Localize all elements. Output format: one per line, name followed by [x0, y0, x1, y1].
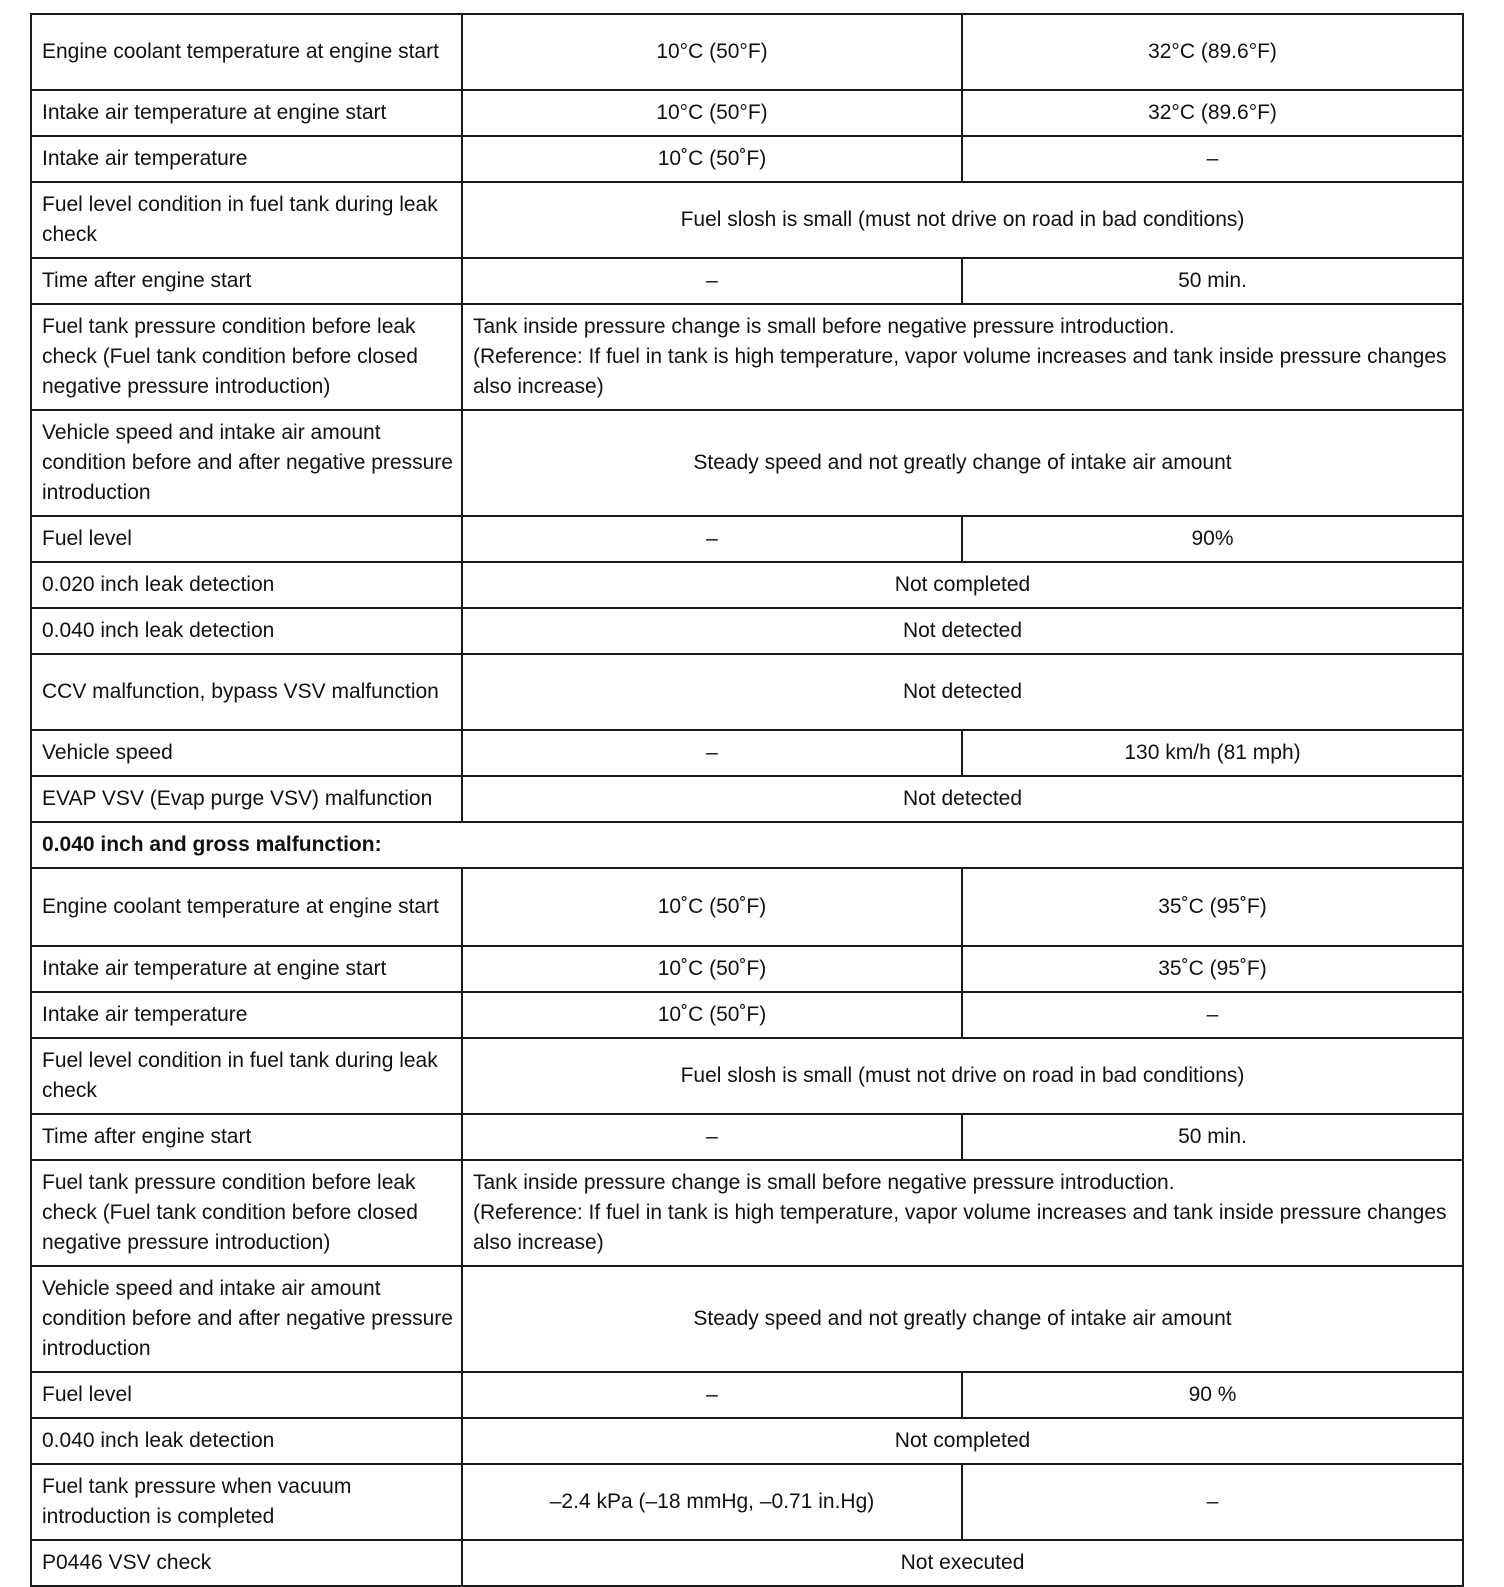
condition-max-value: 50 min.: [962, 258, 1463, 304]
table-row: [31, 1464, 1463, 1540]
condition-max-value: 35˚C (95˚F): [962, 868, 1463, 946]
condition-value: Not executed: [462, 1540, 1463, 1586]
table-row: [31, 1418, 1463, 1464]
table-row: [31, 946, 1463, 992]
condition-min-value: 10˚C (50˚F): [462, 946, 962, 992]
table-row: [31, 1372, 1463, 1418]
table-row: [31, 90, 1463, 136]
condition-min-value: –: [462, 1114, 962, 1160]
condition-value: Steady speed and not greatly change of intake air amount: [462, 410, 1463, 516]
section-header: 0.040 inch and gross malfunction:: [31, 822, 1463, 868]
condition-min-value: –: [462, 730, 962, 776]
condition-value: Not completed: [462, 1418, 1463, 1464]
table-row: [31, 258, 1463, 304]
condition-value: Not detected: [462, 608, 1463, 654]
condition-label: Vehicle speed: [31, 730, 462, 776]
condition-max-value: 90 %: [962, 1372, 1463, 1418]
condition-label: Fuel tank pressure when vacuum introduction is completed: [31, 1464, 462, 1540]
table-row: [31, 730, 1463, 776]
condition-label: Fuel tank pressure condition before leak check (Fuel tank condition before closed negative pressure introduction): [31, 304, 462, 410]
condition-value: Tank inside pressure change is small before negative pressure introduction. (Reference: If fuel in tank is high temperature, vapor volume increases and tank inside pressure changes also increase): [462, 304, 1463, 410]
table-row: [31, 516, 1463, 562]
table-row: [31, 1266, 1463, 1372]
table-row: [31, 776, 1463, 822]
condition-label: 0.020 inch leak detection: [31, 562, 462, 608]
condition-value: Not completed: [462, 562, 1463, 608]
condition-value: Not detected: [462, 654, 1463, 730]
condition-value: Fuel slosh is small (must not drive on road in bad conditions): [462, 1038, 1463, 1114]
condition-label: Engine coolant temperature at engine start: [31, 868, 462, 946]
condition-max-value: 32°C (89.6°F): [962, 90, 1463, 136]
condition-max-value: 90%: [962, 516, 1463, 562]
condition-label: Fuel level condition in fuel tank during leak check: [31, 182, 462, 258]
table-row: [31, 1114, 1463, 1160]
condition-label: P0446 VSV check: [31, 1540, 462, 1586]
condition-label: Vehicle speed and intake air amount condition before and after negative pressure introduction: [31, 1266, 462, 1372]
condition-min-value: –: [462, 258, 962, 304]
condition-max-value: 50 min.: [962, 1114, 1463, 1160]
condition-max-value: –: [962, 136, 1463, 182]
table-row: [31, 654, 1463, 730]
table-row: [31, 868, 1463, 946]
condition-value: Tank inside pressure change is small before negative pressure introduction. (Reference: If fuel in tank is high temperature, vapor volume increases and tank inside pressure changes also increase): [462, 1160, 1463, 1266]
condition-max-value: 130 km/h (81 mph): [962, 730, 1463, 776]
condition-value: Fuel slosh is small (must not drive on road in bad conditions): [462, 182, 1463, 258]
condition-min-value: 10°C (50°F): [462, 14, 962, 90]
table-row: [31, 410, 1463, 516]
table-row: [31, 992, 1463, 1038]
condition-label: EVAP VSV (Evap purge VSV) malfunction: [31, 776, 462, 822]
table-row: [31, 182, 1463, 258]
condition-min-value: 10˚C (50˚F): [462, 992, 962, 1038]
condition-max-value: –: [962, 992, 1463, 1038]
condition-min-value: –: [462, 516, 962, 562]
condition-label: 0.040 inch leak detection: [31, 1418, 462, 1464]
table-row: [31, 608, 1463, 654]
condition-label: Intake air temperature at engine start: [31, 90, 462, 136]
table-row: [31, 304, 1463, 410]
condition-min-value: 10˚C (50˚F): [462, 868, 962, 946]
condition-label: Time after engine start: [31, 258, 462, 304]
conditions-table: [30, 13, 1464, 1587]
condition-label: Engine coolant temperature at engine start: [31, 14, 462, 90]
condition-label: Vehicle speed and intake air amount condition before and after negative pressure introduction: [31, 410, 462, 516]
section-row: [31, 822, 1463, 868]
table-row: [31, 562, 1463, 608]
condition-label: 0.040 inch leak detection: [31, 608, 462, 654]
condition-max-value: –: [962, 1464, 1463, 1540]
condition-label: Intake air temperature: [31, 136, 462, 182]
condition-value: Steady speed and not greatly change of intake air amount: [462, 1266, 1463, 1372]
condition-label: CCV malfunction, bypass VSV malfunction: [31, 654, 462, 730]
table-row: [31, 1038, 1463, 1114]
condition-max-value: 35˚C (95˚F): [962, 946, 1463, 992]
condition-label: Intake air temperature at engine start: [31, 946, 462, 992]
condition-label: Fuel level: [31, 516, 462, 562]
conditions-table-body: [31, 14, 1463, 1586]
condition-min-value: 10°C (50°F): [462, 90, 962, 136]
condition-label: Time after engine start: [31, 1114, 462, 1160]
condition-max-value: 32°C (89.6°F): [962, 14, 1463, 90]
table-row: [31, 14, 1463, 90]
condition-label: Fuel level condition in fuel tank during leak check: [31, 1038, 462, 1114]
condition-label: Fuel level: [31, 1372, 462, 1418]
condition-value: Not detected: [462, 776, 1463, 822]
table-row: [31, 1540, 1463, 1586]
table-row: [31, 1160, 1463, 1266]
condition-label: Fuel tank pressure condition before leak check (Fuel tank condition before closed negative pressure introduction): [31, 1160, 462, 1266]
condition-min-value: –2.4 kPa (–18 mmHg, –0.71 in.Hg): [462, 1464, 962, 1540]
condition-min-value: 10˚C (50˚F): [462, 136, 962, 182]
condition-min-value: –: [462, 1372, 962, 1418]
condition-label: Intake air temperature: [31, 992, 462, 1038]
table-row: [31, 136, 1463, 182]
